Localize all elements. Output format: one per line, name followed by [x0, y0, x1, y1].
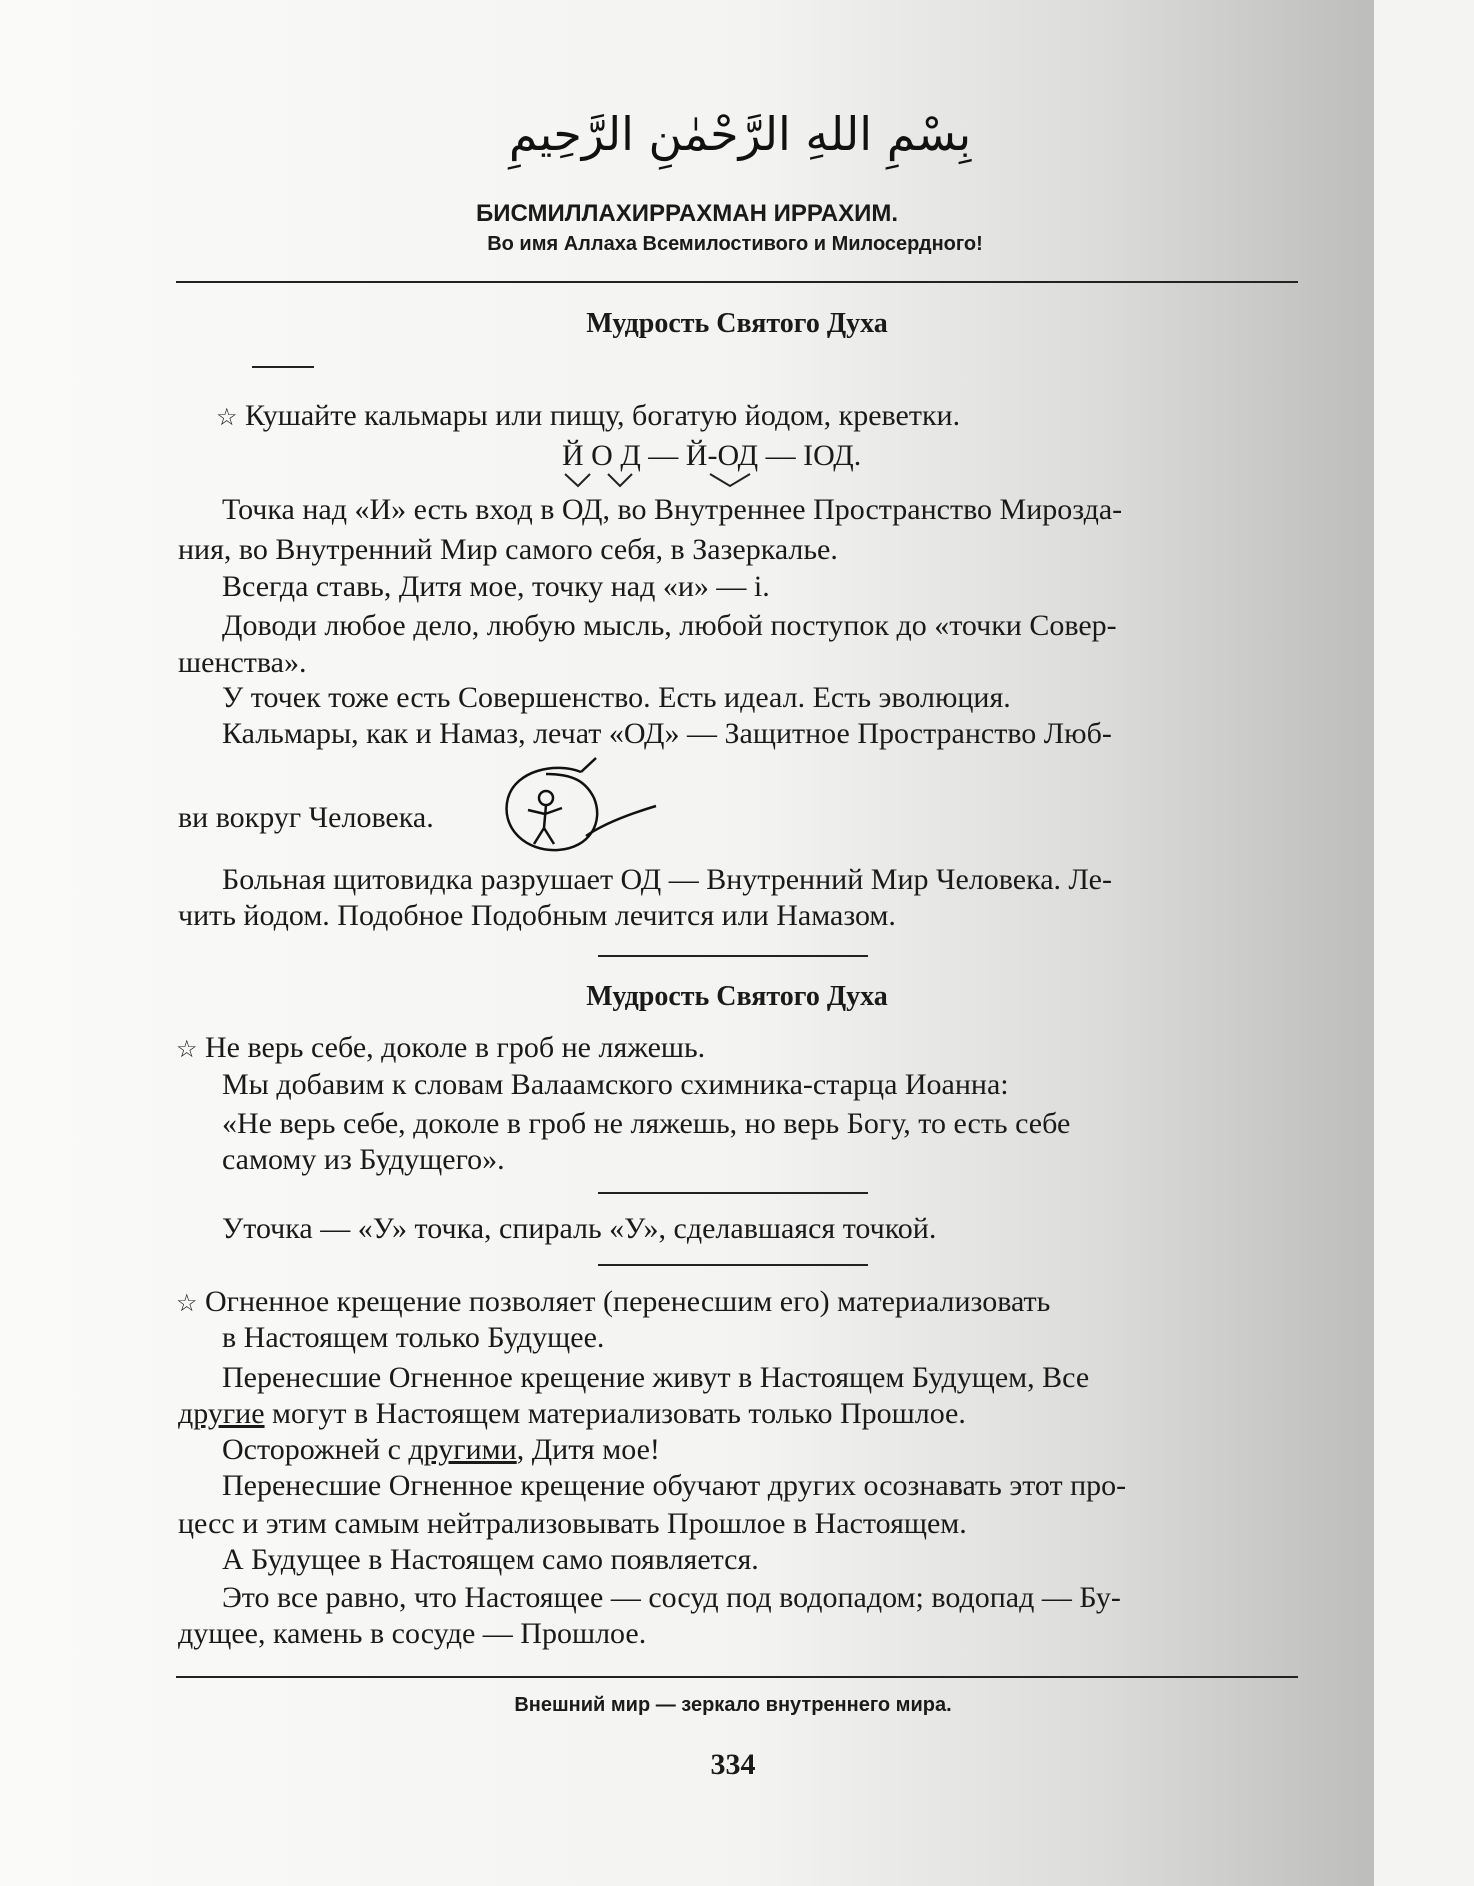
section-divider — [598, 1192, 868, 1194]
header-subtitle: Во имя Аллаха Всемилостивого и Милосердного! — [487, 233, 983, 255]
bismillah-calligraphy — [508, 90, 972, 180]
section1-p3b: шенства». — [178, 646, 307, 679]
section-divider — [598, 1264, 868, 1266]
footer-divider — [176, 1676, 1298, 1678]
section2-p4b: в Настоящем только Будущее. — [222, 1321, 605, 1354]
header-divider — [176, 281, 1298, 283]
section1-p1a: Точка над «И» есть вход в ОД, во Внутреннее Пространство Мирозда- — [222, 493, 1123, 526]
section2-p7a: Перенесшие Огненное крещение обучают других осознавать этот про- — [222, 1469, 1127, 1502]
section1-p5a: Кальмары, как и Намаз, лечат «ОД» — Защитное Пространство Люб- — [222, 717, 1112, 750]
section1-line1: ☆ Кушайте кальмары или пищу, богатую йодом, креветки. — [216, 399, 961, 432]
section2-p9b: дущее, камень в сосуде — Прошлое. — [178, 1617, 647, 1650]
section1-p4: У точек тоже есть Совершенство. Есть идеал. Есть эволюция. — [222, 681, 1011, 714]
section2-p5b: другие могут в Настоящем материализовать только Прошлое. — [178, 1397, 966, 1430]
section1-title: Мудрость Святого Духа — [586, 308, 888, 339]
section1-p6a: Больная щитовидка разрушает ОД — Внутренний Мир Человека. Ле- — [222, 863, 1112, 896]
section2-p2a: «Не верь себе, доколе в гроб не ляжешь, но верь Богу, то есть себе — [222, 1107, 1071, 1140]
header-title: БИСМИЛЛАХИРРАХМАН ИРРАХИМ. — [475, 200, 898, 227]
star-icon: ☆ — [216, 405, 238, 431]
section1-p3a: Доводи любое дело, любую мысль, любой поступок до «точки Совер- — [222, 609, 1117, 642]
section1-p2: Всегда ставь, Дитя мое, точку над «и» — i. — [222, 570, 770, 603]
section2-p1: Мы добавим к словам Валаамского схимника-старца Иоанна: — [222, 1068, 1009, 1101]
iod-arcs-icon — [560, 470, 760, 492]
short-divider — [252, 366, 314, 368]
section2-line1: ☆ Не верь себе, доколе в гроб не ляжешь. — [176, 1031, 706, 1064]
figure-in-circle-icon — [486, 752, 666, 862]
section2-p6: Осторожней с другими, Дитя мое! — [222, 1433, 660, 1466]
svg-text:بِسْمِ اللهِ الرَّحْمٰنِ الرَّ: بِسْمِ اللهِ الرَّحْمٰنِ الرَّحِيمِ — [508, 107, 972, 161]
section2-p2b: самому из Будущего». — [222, 1143, 505, 1176]
section2-p8: А Будущее в Настоящем само появляется. — [222, 1543, 759, 1576]
footer-motto: Внешний мир — зеркало внутреннего мира. — [514, 1694, 952, 1716]
star-icon: ☆ — [176, 1291, 198, 1317]
section2-p3: Уточка — «У» точка, спираль «У», сделавшаяся точкой. — [222, 1212, 937, 1245]
section2-title: Мудрость Святого Духа — [586, 981, 888, 1012]
section-divider — [598, 955, 868, 957]
section1-p6b: чить йодом. Подобное Подобным лечится или Намазом. — [178, 899, 896, 932]
section2-p9a: Это все равно, что Настоящее — сосуд под водопадом; водопад — Бу- — [222, 1581, 1121, 1614]
page-number: 334 — [710, 1748, 756, 1781]
section2-p4a: ☆ Огненное крещение позволяет (перенесшим его) материализовать — [176, 1285, 1051, 1318]
section2-p7b: цесс и этим самым нейтрализовывать Прошлое в Настоящем. — [178, 1507, 967, 1540]
calligraphy-icon — [508, 90, 972, 180]
star-icon: ☆ — [176, 1037, 198, 1063]
section1-p1b: ния, во Внутренний Мир самого себя, в Зазеркалье. — [178, 533, 838, 566]
section1-p5b: ви вокруг Человека. — [178, 801, 434, 834]
section2-p5a: Перенесшие Огненное крещение живут в Настоящем Будущем, Все — [222, 1361, 1090, 1394]
iod-line: Й О Д — Й-ОД — ІОД. — [562, 439, 862, 472]
